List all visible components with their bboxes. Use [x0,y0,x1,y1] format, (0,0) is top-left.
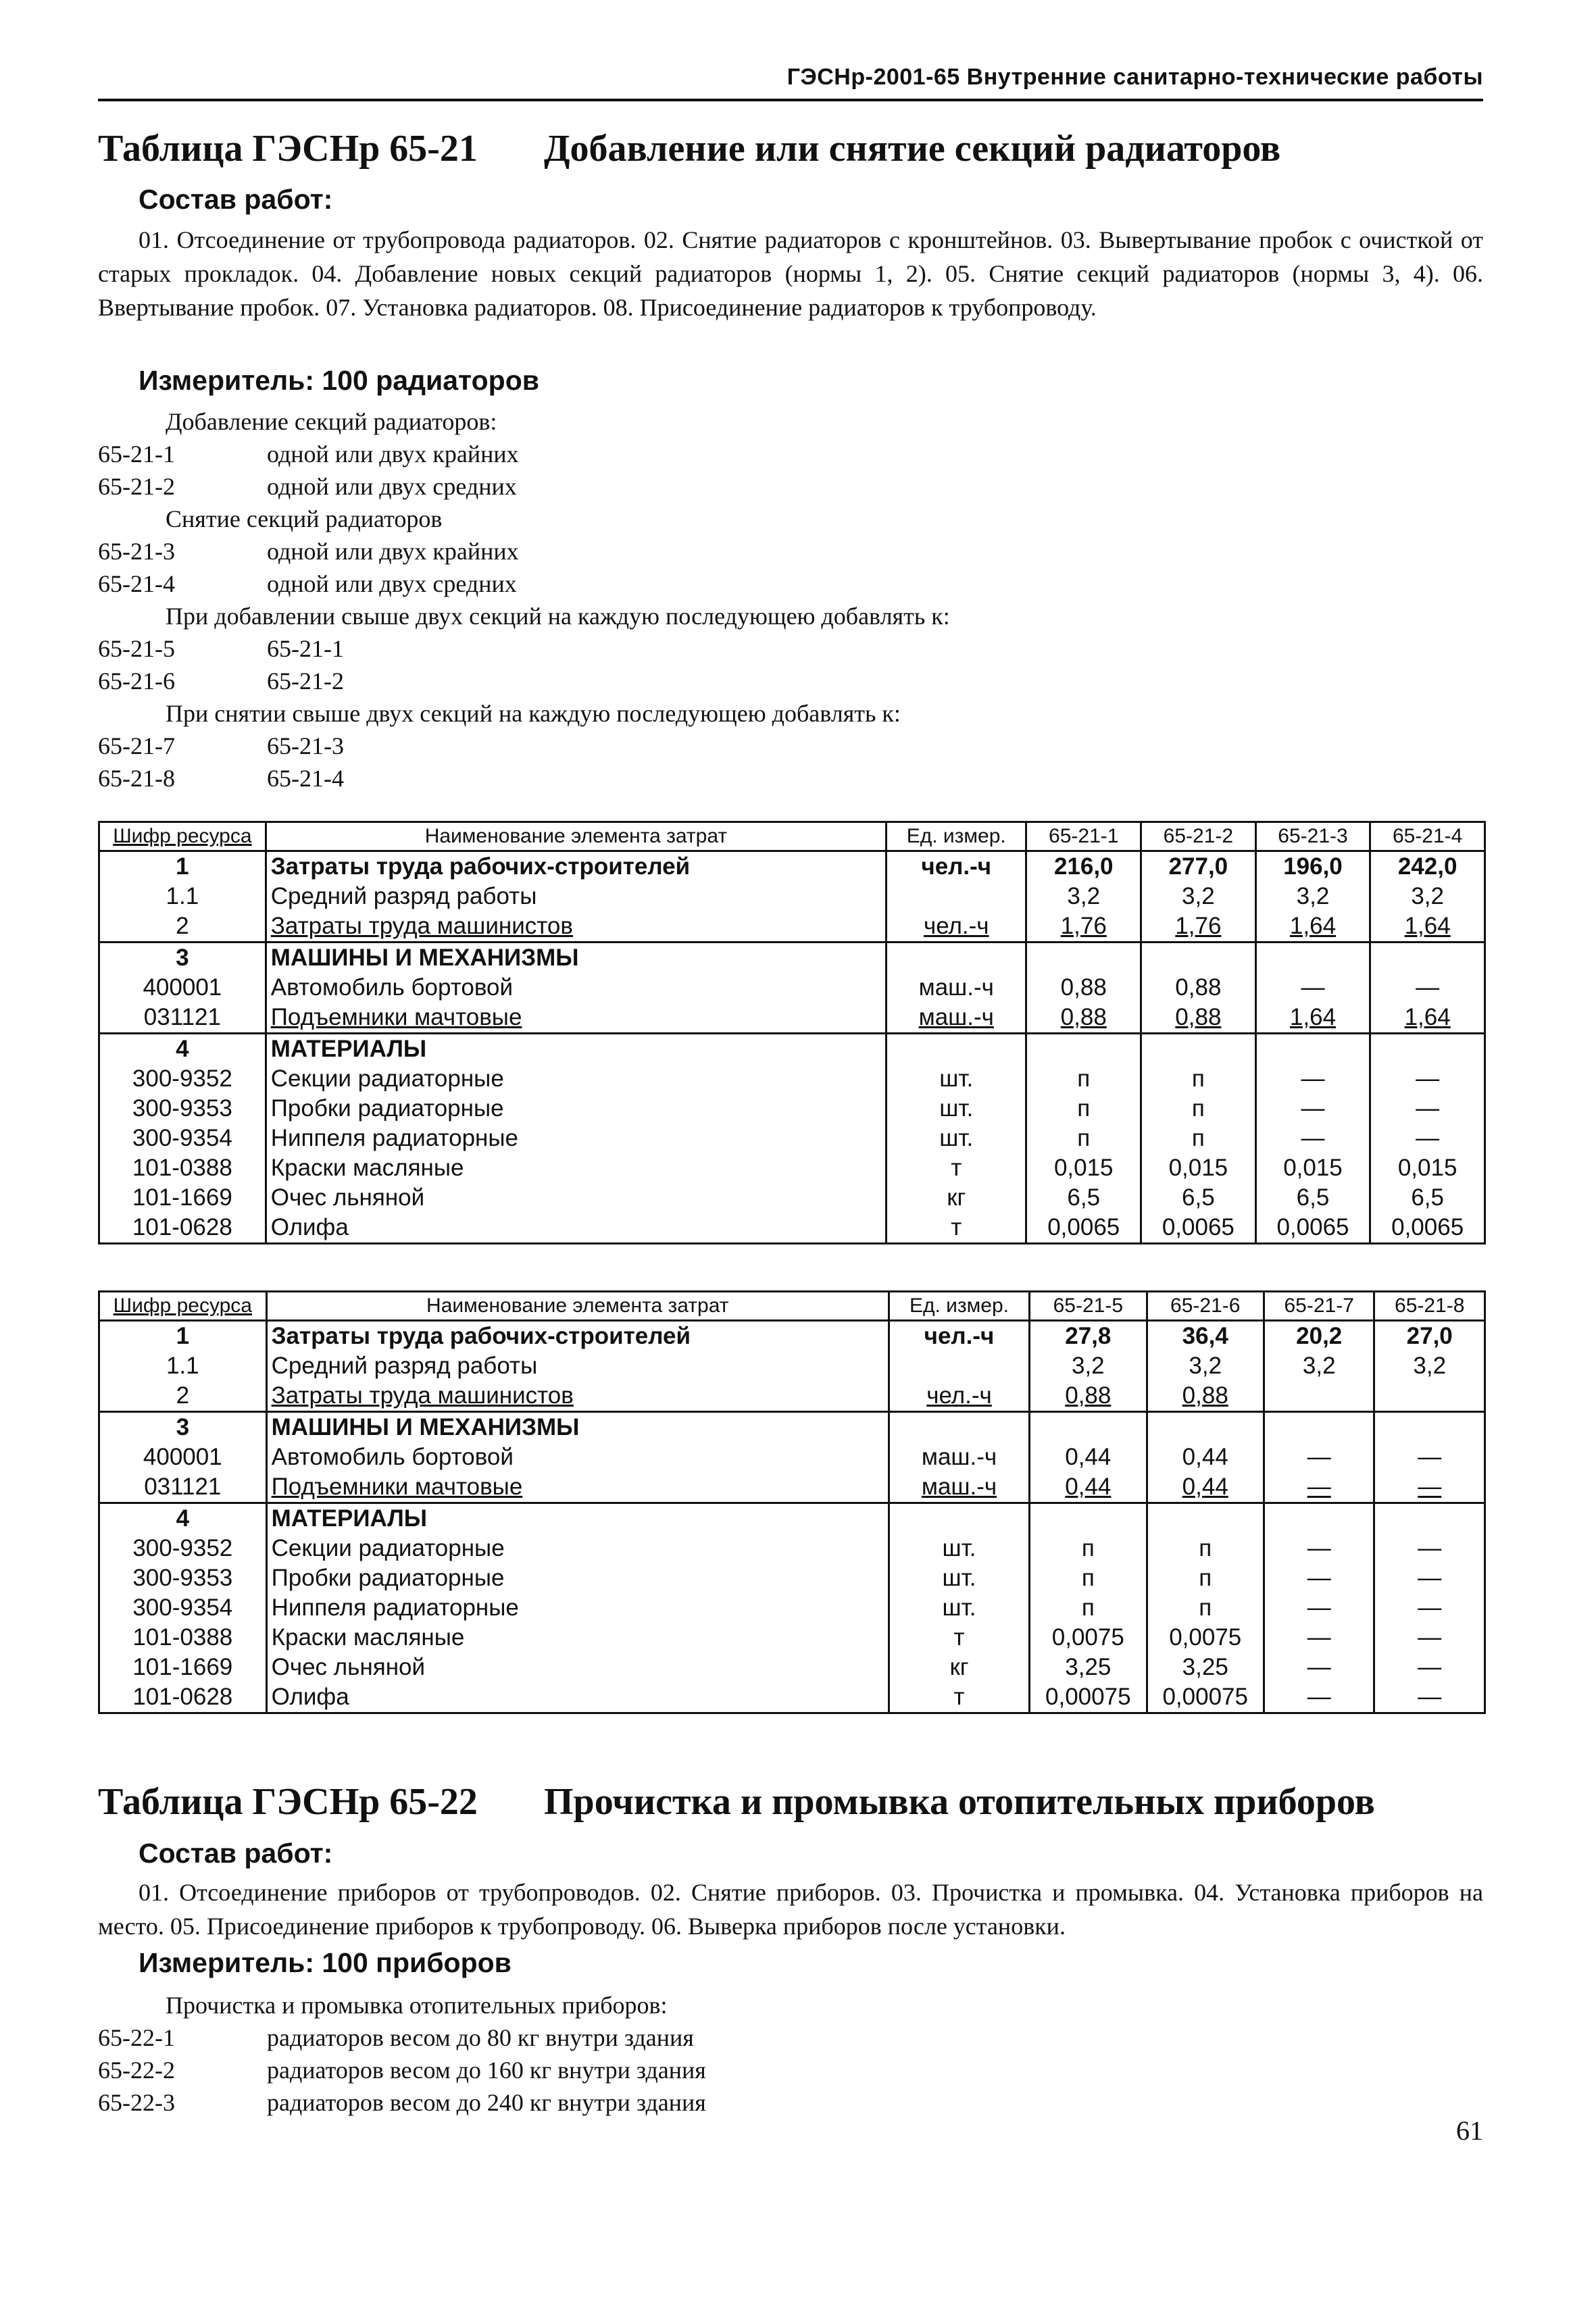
norm-value-cell: — [1370,1064,1485,1094]
unit-cell: шт. [889,1593,1029,1623]
norm-code: 65-21-5 [98,635,175,662]
table-65-22-code: Таблица ГЭСНр 65-22 [98,1781,478,1823]
norm-value-cell [1374,1503,1485,1534]
norm-value-cell: 1,64 [1255,911,1370,942]
norm-group-heading: Прочистка и промывка отопительных приборов: [166,1992,668,2019]
cost-element-cell: Затраты труда рабочих-строителей [266,1321,889,1352]
resource-code-cell: 101-0628 [99,1682,267,1713]
norm-value-cell: — [1374,1472,1485,1503]
norm-value-cell: 0,0075 [1030,1623,1147,1653]
cost-element-cell: Очес льняной [266,1183,886,1213]
norm-value-cell: 0,0065 [1370,1213,1485,1244]
norm-code: 65-21-2 [98,473,175,500]
norm-value-cell: — [1374,1682,1485,1713]
table-65-22-works-heading: Состав работ: [139,1838,333,1869]
norm-value-cell: п [1030,1593,1147,1623]
norm-value-cell: 0,88 [1026,973,1141,1003]
norm-value-cell: 3,2 [1147,1351,1264,1381]
norm-value-cell: 36,4 [1147,1321,1264,1352]
norm-value-cell: 1,76 [1141,911,1256,942]
unit-cell: чел.-ч [889,1381,1029,1412]
unit-cell [889,1503,1029,1534]
norm-description: одной или двух средних [267,570,517,597]
header-norm-4: 65-21-8 [1374,1292,1485,1321]
norm-value-cell: 0,44 [1030,1472,1147,1503]
resource-code-cell: 4 [99,1503,267,1534]
cost-element-cell: Средний разряд работы [266,882,886,911]
norm-group-heading: Добавление секций радиаторов: [166,408,497,435]
norm-value-cell [1370,942,1485,974]
resource-code-cell: 1 [99,1321,267,1352]
table-65-21-works-heading: Состав работ: [139,184,333,215]
norm-line [98,730,1483,762]
header-norm-3: 65-21-7 [1264,1292,1374,1321]
resource-table-65-21-5-8 [98,1290,1486,1714]
norm-value-cell: 277,0 [1141,851,1256,882]
norm-value-cell: 0,44 [1030,1442,1147,1472]
norm-code: 65-21-4 [98,570,175,597]
norm-line [98,568,1483,600]
cost-element-cell: Ниппеля радиаторные [266,1124,886,1153]
table-header-row [99,1292,1485,1321]
norm-value-cell: 3,2 [1255,882,1370,911]
norm-line [98,470,1483,503]
norm-value-cell [1255,1034,1370,1065]
header-norm-4: 65-21-4 [1370,822,1485,851]
norm-value-cell: 0,88 [1026,1003,1141,1034]
norm-description: одной или двух крайних [267,441,519,468]
norm-description: радиаторов весом до 240 кг внутри здания [267,2089,706,2116]
norm-value-cell [1264,1381,1374,1412]
table-row [99,1534,1485,1563]
cost-element-cell: Автомобиль бортовой [266,1442,889,1472]
norm-code: 65-22-3 [98,2089,175,2116]
resource-code-cell: 101-0388 [99,1623,267,1653]
norm-value-cell: 0,0065 [1026,1213,1141,1244]
cost-element-cell: Затраты труда машинистов [266,1381,889,1412]
norm-line [98,2054,1483,2086]
works-text: 01. Отсоединение приборов от трубопроводов. 02. Снятие приборов. 03. Прочистка и промывка. 04. Установка приборов на место. 05. Присоединение приборов к трубопроводу. 06. Выверка приборов после установки. [98,1879,1483,1940]
norm-value-cell: п [1026,1094,1141,1124]
unit-cell [887,1034,1026,1065]
table-65-21-norm-list [98,405,1483,795]
resource-code-cell: 3 [99,1412,267,1443]
norm-value-cell [1026,942,1141,974]
norm-description: 65-21-4 [267,765,344,792]
norm-value-cell: 3,25 [1030,1653,1147,1682]
cost-element-cell: Пробки радиаторные [266,1563,889,1593]
unit-cell: т [889,1623,1029,1653]
norm-value-cell [1147,1412,1264,1443]
resource-code-cell: 3 [99,942,266,974]
resource-code-cell: 300-9352 [99,1534,267,1563]
unit-cell: шт. [887,1124,1026,1153]
norm-value-cell: — [1370,973,1485,1003]
header-norm-1: 65-21-1 [1026,822,1141,851]
norm-value-cell: п [1141,1064,1256,1094]
norm-code: 65-21-3 [98,538,175,565]
unit-cell: шт. [889,1534,1029,1563]
header-unit: Ед. измер. [887,822,1026,851]
norm-value-cell: п [1147,1563,1264,1593]
norm-value-cell [1141,942,1256,974]
unit-cell: маш.-ч [889,1472,1029,1503]
norm-value-cell: п [1141,1094,1256,1124]
norm-value-cell: — [1255,973,1370,1003]
running-header: ГЭСНр-2001-65 Внутренние санитарно-технические работы [787,64,1483,90]
norm-value-cell: 3,2 [1141,882,1256,911]
unit-cell [889,1412,1029,1443]
norm-value-cell: — [1264,1534,1374,1563]
cost-element-cell: Секции радиаторные [266,1064,886,1094]
unit-cell: т [887,1213,1026,1244]
norm-value-cell [1370,1034,1485,1065]
unit-cell: маш.-ч [889,1442,1029,1472]
norm-value-cell: 6,5 [1141,1183,1256,1213]
norm-value-cell: 0,88 [1141,973,1256,1003]
norm-value-cell: 216,0 [1026,851,1141,882]
table-65-21-title [98,127,1280,170]
cost-element-cell: Олифа [266,1682,889,1713]
header-norm-3: 65-21-3 [1255,822,1370,851]
norm-value-cell: 0,00075 [1030,1682,1147,1713]
resource-code-cell: 300-9354 [99,1593,267,1623]
resource-code-cell: 1 [99,851,266,882]
resource-code-cell: 2 [99,1381,267,1412]
norm-value-cell: 1,76 [1026,911,1141,942]
resource-table-65-21-1-4 [98,821,1486,1244]
norm-code: 65-21-8 [98,765,175,792]
header-resource-code: Шифр ресурса [99,822,266,851]
norm-value-cell: 6,5 [1370,1183,1485,1213]
table-65-22-meter: Измеритель: 100 приборов [139,1947,512,1978]
norm-value-cell: 3,2 [1374,1351,1485,1381]
norm-line [98,762,1483,795]
header-cost-element: Наименование элемента затрат [266,1292,889,1321]
norm-code: 65-21-6 [98,668,175,695]
norm-line [98,632,1483,665]
norm-value-cell: 27,0 [1374,1321,1485,1352]
page-number: 61 [1456,2115,1483,2146]
norm-value-cell: — [1264,1442,1374,1472]
table-row [99,1124,1485,1153]
norm-line [98,665,1483,697]
table-row [99,942,1485,974]
cost-element-cell: МАШИНЫ И МЕХАНИЗМЫ [266,942,886,974]
norm-value-cell: — [1370,1124,1485,1153]
norm-value-cell: 20,2 [1264,1321,1374,1352]
norm-value-cell: 6,5 [1255,1183,1370,1213]
norm-value-cell: 1,64 [1370,1003,1485,1034]
norm-value-cell: 0,0065 [1255,1213,1370,1244]
cost-element-cell: Пробки радиаторные [266,1094,886,1124]
norm-value-cell: 27,8 [1030,1321,1147,1352]
table-row [99,1412,1485,1443]
norm-value-cell: п [1147,1534,1264,1563]
norm-value-cell: 3,2 [1030,1351,1147,1381]
norm-value-cell: — [1264,1653,1374,1682]
norm-description: радиаторов весом до 80 кг внутри здания [267,2024,694,2051]
table-row [99,1034,1485,1065]
norm-group-heading: Снятие секций радиаторов [166,505,443,532]
norm-value-cell: 3,2 [1026,882,1141,911]
norm-value-cell: п [1030,1563,1147,1593]
norm-value-cell: — [1374,1653,1485,1682]
norm-description: 65-21-2 [267,668,344,695]
norm-description: 65-21-3 [267,732,344,759]
table-row [99,851,1485,882]
cost-element-cell: МАТЕРИАЛЫ [266,1503,889,1534]
header-resource-code: Шифр ресурса [99,1292,267,1321]
table-header-row [99,822,1485,851]
resource-code-cell: 101-1669 [99,1653,267,1682]
table-row [99,1003,1485,1034]
table-row [99,1623,1485,1653]
norm-value-cell: 196,0 [1255,851,1370,882]
norm-value-cell: 0,88 [1030,1381,1147,1412]
resource-code-cell: 300-9352 [99,1064,266,1094]
norm-code: 65-22-2 [98,2057,175,2084]
table-65-22-works-text [98,1876,1483,1943]
cost-element-cell: Олифа [266,1213,886,1244]
norm-description: радиаторов весом до 160 кг внутри здания [267,2057,706,2084]
resource-code-cell: 300-9354 [99,1124,266,1153]
unit-cell: т [887,1153,1026,1183]
norm-value-cell: 3,2 [1370,882,1485,911]
table-row [99,1682,1485,1713]
norm-value-cell: 6,5 [1026,1183,1141,1213]
header-norm-1: 65-21-5 [1030,1292,1147,1321]
cost-element-cell: Ниппеля радиаторные [266,1593,889,1623]
resource-code-cell: 101-0628 [99,1213,266,1244]
table-65-22-name: Прочистка и промывка отопительных приборов [544,1781,1375,1823]
resource-code-cell: 2 [99,911,266,942]
norm-value-cell: 3,25 [1147,1653,1264,1682]
norm-code: 65-21-1 [98,441,175,468]
table-row [99,1351,1485,1381]
norm-value-cell: п [1147,1593,1264,1623]
resource-code-cell: 101-1669 [99,1183,266,1213]
norm-value-cell: п [1141,1124,1256,1153]
norm-value-cell: 0,015 [1370,1153,1485,1183]
norm-value-cell: — [1255,1094,1370,1124]
unit-cell [889,1351,1029,1381]
header-norm-2: 65-21-6 [1147,1292,1264,1321]
norm-value-cell: 0,015 [1255,1153,1370,1183]
norm-value-cell: — [1370,1094,1485,1124]
table-row [99,1381,1485,1412]
norm-description: одной или двух средних [267,473,517,500]
table-row [99,1472,1485,1503]
unit-cell: кг [889,1653,1029,1682]
resource-code-cell: 1.1 [99,1351,267,1381]
table-row [99,1593,1485,1623]
table-row [99,1653,1485,1682]
norm-value-cell: — [1264,1563,1374,1593]
unit-cell: т [889,1682,1029,1713]
norm-value-cell [1264,1503,1374,1534]
norm-value-cell: 0,44 [1147,1472,1264,1503]
unit-cell: шт. [889,1563,1029,1593]
table-row [99,1183,1485,1213]
table-row [99,882,1485,911]
cost-element-cell: МАТЕРИАЛЫ [266,1034,886,1065]
cost-element-cell: Очес льняной [266,1653,889,1682]
cost-element-cell: Краски масляные [266,1623,889,1653]
table-row [99,1563,1485,1593]
norm-value-cell: 0,88 [1147,1381,1264,1412]
norm-value-cell: — [1374,1593,1485,1623]
norm-value-cell: — [1255,1064,1370,1094]
norm-value-cell: п [1026,1064,1141,1094]
table-65-21-works-text [98,223,1483,324]
norm-value-cell: 0,00075 [1147,1682,1264,1713]
unit-cell [887,882,1026,911]
norm-value-cell: 0,44 [1147,1442,1264,1472]
cost-element-cell: Секции радиаторные [266,1534,889,1563]
norm-group-heading: При снятии свыше двух секций на каждую последующею добавлять к: [166,700,901,727]
norm-value-cell: — [1264,1623,1374,1653]
table-row [99,1503,1485,1534]
norm-value-cell: — [1264,1682,1374,1713]
cost-element-cell: Подъемники мачтовые [266,1003,886,1034]
cost-element-cell: МАШИНЫ И МЕХАНИЗМЫ [266,1412,889,1443]
resource-code-cell: 300-9353 [99,1094,266,1124]
table-row [99,973,1485,1003]
norm-value-cell: 0,0065 [1141,1213,1256,1244]
norm-value-cell [1374,1381,1485,1412]
header-rule [98,99,1483,101]
norm-group-heading: При добавлении свыше двух секций на каждую последующею добавлять к: [166,603,950,630]
norm-value-cell [1147,1503,1264,1534]
table-row [99,1321,1485,1352]
header-unit: Ед. измер. [889,1292,1029,1321]
resource-code-cell: 031121 [99,1003,266,1034]
works-text: 01. Отсоединение от трубопровода радиаторов. 02. Снятие радиаторов с кронштейнов. 03. Вывертывание пробок с очисткой от старых прокладок. 04. Добавление новых секций радиаторов (нормы 1, 2). 05. Снятие секций радиаторов (нормы 3, 4). 06. Ввертывание пробок. 07. Установка радиаторов. 08. Присоединение радиаторов к трубопроводу. [98,226,1483,321]
unit-cell: чел.-ч [887,851,1026,882]
table-row [99,1064,1485,1094]
norm-line [98,2021,1483,2054]
norm-value-cell: 3,2 [1264,1351,1374,1381]
table-row [99,911,1485,942]
unit-cell: шт. [887,1094,1026,1124]
cost-element-cell: Затраты труда машинистов [266,911,886,942]
resource-code-cell: 4 [99,1034,266,1065]
norm-value-cell [1264,1412,1374,1443]
norm-value-cell: 242,0 [1370,851,1485,882]
norm-value-cell: 0,0075 [1147,1623,1264,1653]
norm-value-cell: — [1374,1534,1485,1563]
norm-value-cell [1255,942,1370,974]
norm-value-cell: 0,88 [1141,1003,1256,1034]
norm-description: 65-21-1 [267,635,344,662]
header-cost-element: Наименование элемента затрат [266,822,886,851]
norm-value-cell: 0,015 [1026,1153,1141,1183]
table-65-22-norm-list [98,1989,1483,2119]
norm-code: 65-22-1 [98,2024,175,2051]
unit-cell: маш.-ч [887,973,1026,1003]
norm-value-cell: 1,64 [1370,911,1485,942]
cost-element-cell: Средний разряд работы [266,1351,889,1381]
cost-element-cell: Затраты труда рабочих-строителей [266,851,886,882]
unit-cell: чел.-ч [887,911,1026,942]
norm-value-cell: п [1030,1534,1147,1563]
resource-code-cell: 031121 [99,1472,267,1503]
norm-value-cell [1026,1034,1141,1065]
norm-value-cell: — [1255,1124,1370,1153]
norm-value-cell [1374,1412,1485,1443]
table-row [99,1442,1485,1472]
norm-value-cell: — [1374,1442,1485,1472]
norm-value-cell: 1,64 [1255,1003,1370,1034]
cost-element-cell: Подъемники мачтовые [266,1472,889,1503]
unit-cell: кг [887,1183,1026,1213]
norm-value-cell [1030,1412,1147,1443]
header-norm-2: 65-21-2 [1141,822,1256,851]
norm-value-cell [1030,1503,1147,1534]
table-row [99,1094,1485,1124]
norm-description: одной или двух крайних [267,538,519,565]
table-row [99,1213,1485,1244]
resource-code-cell: 300-9353 [99,1563,267,1593]
table-65-21-code: Таблица ГЭСНр 65-21 [98,128,478,170]
norm-value-cell [1141,1034,1256,1065]
cost-element-cell: Краски масляные [266,1153,886,1183]
table-row [99,1153,1485,1183]
resource-code-cell: 400001 [99,973,266,1003]
resource-code-cell: 1.1 [99,882,266,911]
unit-cell: чел.-ч [889,1321,1029,1352]
norm-value-cell: п [1026,1124,1141,1153]
unit-cell: шт. [887,1064,1026,1094]
cost-element-cell: Автомобиль бортовой [266,973,886,1003]
table-65-21-name: Добавление или снятие секций радиаторов [544,128,1281,170]
resource-code-cell: 101-0388 [99,1153,266,1183]
norm-line [98,2086,1483,2119]
norm-value-cell: — [1374,1623,1485,1653]
norm-line [98,535,1483,568]
resource-code-cell: 400001 [99,1442,267,1472]
norm-value-cell: — [1264,1593,1374,1623]
table-65-21-meter: Измеритель: 100 радиаторов [139,365,539,396]
table-65-22-title [98,1780,1375,1823]
unit-cell: маш.-ч [887,1003,1026,1034]
norm-line [98,438,1483,470]
norm-code: 65-21-7 [98,732,175,759]
unit-cell [887,942,1026,974]
norm-value-cell: — [1264,1472,1374,1503]
norm-value-cell: — [1374,1563,1485,1593]
norm-value-cell: 0,015 [1141,1153,1256,1183]
